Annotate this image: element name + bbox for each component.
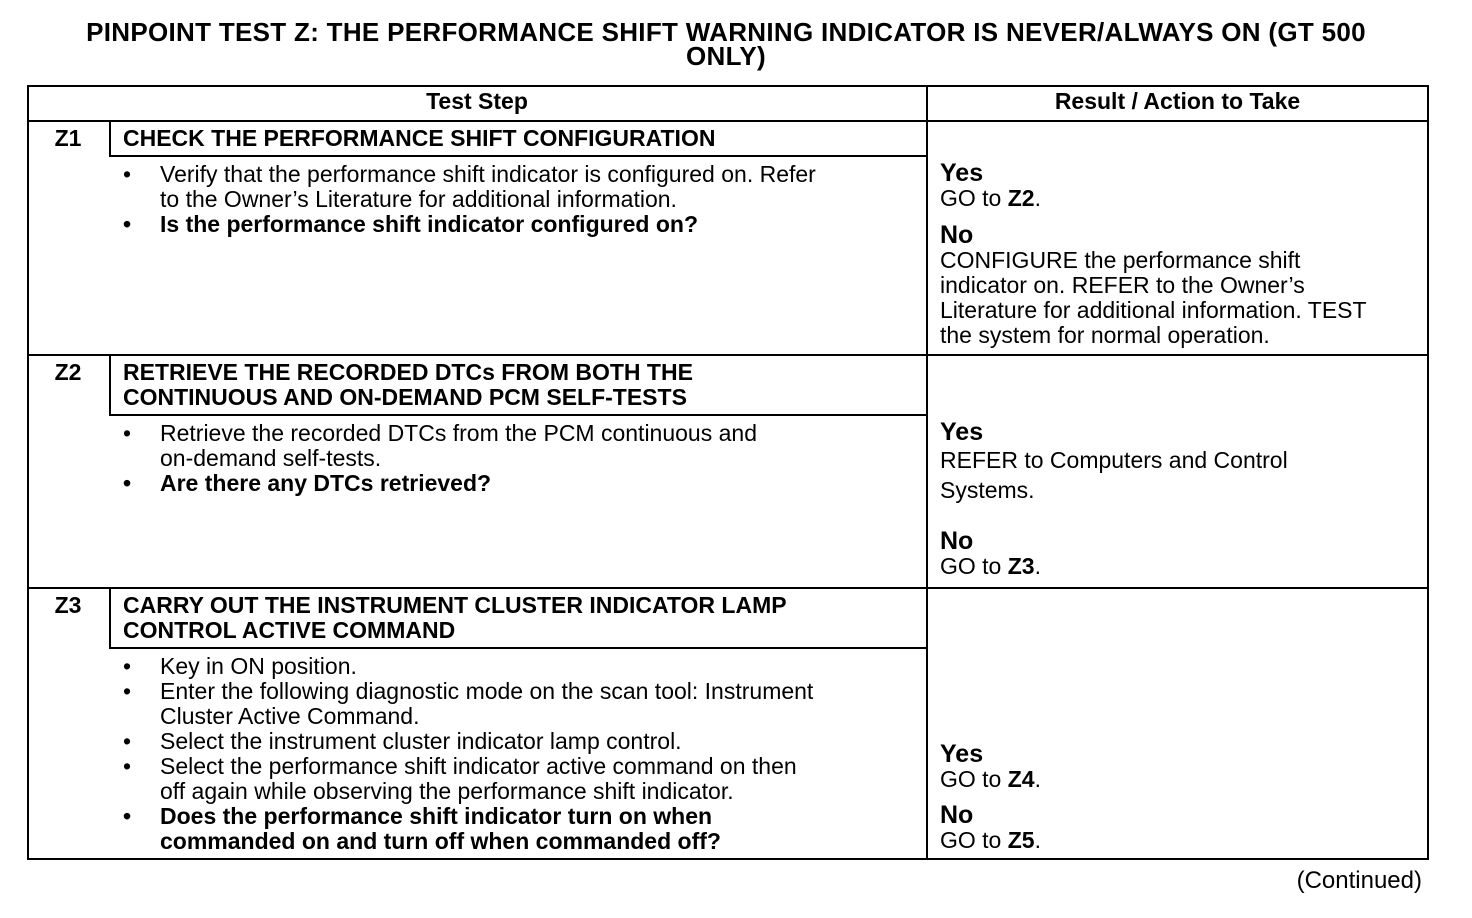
list-item: • Key in ON position. — [123, 653, 357, 679]
column-divider — [926, 85, 928, 860]
goto-target: Z3 — [1007, 553, 1035, 579]
no-label: No — [940, 221, 974, 249]
no-action: GO to Z5. — [940, 827, 1041, 853]
step-bullets-z1 — [123, 162, 913, 237]
z2-row-divider — [27, 354, 1429, 356]
bullet-icon: • — [123, 803, 132, 829]
goto-target: Z5 — [1007, 827, 1035, 853]
continued-note: (Continued) — [1296, 867, 1422, 894]
goto-target: Z4 — [1007, 766, 1035, 792]
list-item: • Enter the following diagnostic mode on the scan tool: Instrument Cluster Active Command. — [123, 678, 814, 729]
z2-title-divider — [110, 414, 928, 416]
z3-row-divider — [27, 587, 1429, 589]
yes-label: Yes — [940, 740, 984, 768]
step-title-z3: CARRY OUT THE INSTRUMENT CLUSTER INDICATOR LAMP CONTROL ACTIVE COMMAND — [123, 592, 787, 643]
step-id-z1: Z1 — [54, 125, 82, 151]
no-label: No — [940, 527, 974, 555]
bullet-icon: • — [123, 161, 132, 187]
table-border-top — [27, 85, 1429, 87]
header-test-step: Test Step — [426, 88, 528, 114]
z1-id-divider — [109, 120, 111, 157]
z2-id-divider — [109, 354, 111, 416]
yes-action: REFER to Computers and Control Systems. — [940, 447, 1288, 503]
step-id-z2: Z2 — [54, 359, 82, 385]
step-title-z1: CHECK THE PERFORMANCE SHIFT CONFIGURATION — [123, 125, 716, 151]
step-bullets-z3 — [123, 654, 913, 854]
yes-action: GO to Z2. — [940, 185, 1041, 211]
result-z1 — [940, 160, 1420, 348]
yes-label: Yes — [940, 159, 984, 187]
bullet-icon: • — [123, 728, 132, 754]
list-item: • Are there any DTCs retrieved? — [123, 470, 492, 496]
bullet-icon: • — [123, 211, 132, 237]
bullet-icon: • — [123, 678, 132, 704]
bullet-icon: • — [123, 653, 132, 679]
list-item: • Verify that the performance shift indicator is configured on. Refer to the Owner’s Literature for additional information. — [123, 161, 816, 212]
no-label: No — [940, 801, 974, 829]
table-border-left — [27, 85, 29, 860]
z1-title-divider — [110, 155, 928, 157]
step-title-z2: RETRIEVE THE RECORDED DTCs FROM BOTH THE CONTINUOUS AND ON-DEMAND PCM SELF-TESTS — [123, 359, 693, 410]
bullet-icon: • — [123, 420, 132, 446]
yes-action: GO to Z4. — [940, 766, 1041, 792]
title-line-2: ONLY) — [686, 41, 766, 71]
list-item: • Select the performance shift indicator active command on then off again while observing the performance shift indicator. — [123, 753, 797, 804]
list-item: • Does the performance shift indicator turn on when commanded on and turn off when commanded off? — [123, 803, 721, 854]
list-item: • Retrieve the recorded DTCs from the PCM continuous and on-demand self-tests. — [123, 420, 757, 471]
header-divider — [27, 120, 1429, 122]
bullet-icon: • — [123, 753, 132, 779]
result-z2 — [940, 419, 1420, 579]
step-id-z3: Z3 — [54, 592, 82, 618]
table-border-right — [1427, 85, 1429, 860]
bullet-icon: • — [123, 470, 132, 496]
header-result: Result / Action to Take — [1054, 88, 1301, 114]
no-action: GO to Z3. — [940, 553, 1041, 579]
no-action: CONFIGURE the performance shift indicator on. REFER to the Owner’s Literature for additional information. TEST the system for normal operation. — [940, 247, 1367, 348]
title-line-1: PINPOINT TEST Z: THE PERFORMANCE SHIFT WARNING INDICATOR IS NEVER/ALWAYS ON (GT 500 — [86, 17, 1366, 47]
z3-id-divider — [109, 587, 111, 649]
page-title — [30, 17, 1422, 71]
result-z3 — [940, 741, 1420, 853]
list-item: • Select the instrument cluster indicator lamp control. — [123, 728, 682, 754]
list-item: • Is the performance shift indicator configured on? — [123, 211, 698, 237]
table-border-bottom — [27, 858, 1429, 860]
goto-target: Z2 — [1007, 185, 1035, 211]
step-bullets-z2 — [123, 421, 913, 496]
z3-title-divider — [110, 647, 928, 649]
yes-label: Yes — [940, 418, 984, 446]
